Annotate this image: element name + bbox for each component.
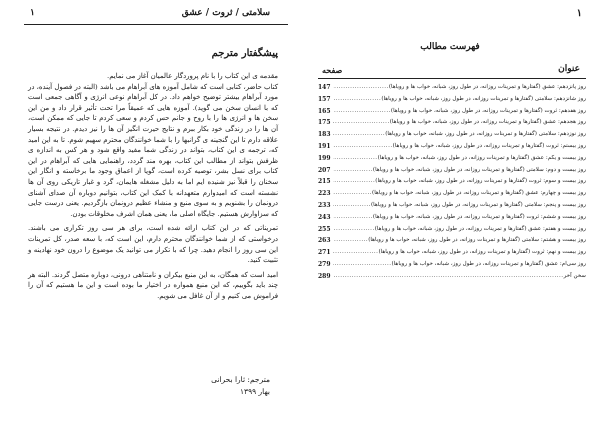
toc-entry[interactable]: [318, 271, 586, 283]
toc-entry[interactable]: [318, 247, 586, 259]
translation-date: بهار ۱۳۹۹: [240, 387, 270, 396]
toc-entry-title: روز پانزدهم: عشق (گفتارها و تمرینات روزانه، در طول روز، شبانه، خواب ها و رویاها): [388, 84, 586, 90]
toc-entry-page: 165: [318, 107, 331, 115]
toc-entry-page: 243: [318, 213, 331, 221]
toc-entry-title: روز بیست و دوم: سلامتی (گفتارها و تمرینات روزانه، در طول روز، شبانه، خواب ها و رویاها): [372, 166, 586, 173]
toc-entry[interactable]: [318, 94, 586, 106]
toc-dot-leader: [333, 153, 378, 165]
toc-entry-page: 233: [318, 201, 331, 209]
toc-entry-page: 207: [318, 166, 331, 174]
toc-dot-leader: [333, 271, 564, 283]
toc-dot-leader: [333, 235, 369, 247]
toc-column-title: عنوان: [558, 64, 580, 74]
toc-dot-leader: [333, 259, 392, 271]
toc-entry-title: روز بیست و نهم: ثروت (گفتارها و تمرینات روزانه، در طول روز، شبانه، خواب ها و رویاها): [378, 249, 586, 256]
toc-entry-page: 255: [318, 225, 331, 233]
toc-entry[interactable]: [318, 224, 586, 236]
toc-entry-page: 215: [318, 178, 331, 186]
toc-entry-title: روز هجدهم: عشق (گفتارها و تمرینات روزانه، در طول روز، شبانه، خواب ها و رویاها): [389, 119, 586, 126]
toc-dot-leader: [333, 117, 390, 129]
toc-entry-title: روز بیستم: ثروت (گفتارها و تمرینات روزانه، در طول روز، شبانه، خواب ها و رویاها): [392, 142, 586, 149]
running-header-title: سلامتی / ثروت / عشق: [181, 8, 270, 18]
toc-entry-title: روز هفدهم: ثروت (گفتارها و تمرینات روزانه، در طول روز، شبانه، خواب ها و رویاها): [390, 107, 586, 114]
toc-entry-page: 289: [318, 272, 331, 280]
toc-entry-title: روز بیست و چهارم: عشق (گفتارها و تمرینات روزانه، در طول روز، شبانه، خواب ها و رویاها): [372, 190, 586, 197]
toc-entry-title: روز بیست و پنجم: سلامتی (گفتارها و تمرینات روزانه، در طول روز، شبانه، خواب ها و رویاها): [370, 201, 586, 208]
toc-entry-page: 223: [318, 190, 331, 198]
toc-entry-page: 263: [318, 237, 331, 245]
toc-entry[interactable]: [318, 200, 586, 212]
toc-entry-title: روز نوزدهم: سلامتی (گفتارها و تمرینات روزانه، در طول روز، شبانه، خواب ها و رویاها): [385, 131, 586, 138]
toc-entry[interactable]: [318, 129, 586, 141]
toc-entry[interactable]: [318, 117, 586, 129]
toc-entry-title: روز بیست و سوم: ثروت (گفتارها و تمرینات روزانه، در طول روز، شبانه، خواب ها و رویاها): [375, 178, 586, 185]
toc-entry-page: 271: [318, 249, 331, 257]
toc-entry-page: 199: [318, 154, 331, 162]
toc-entry[interactable]: [318, 82, 586, 94]
toc-dot-leader: [333, 129, 386, 141]
toc-entry-title: روز شانزدهم: سلامتی (گفتارها و تمرینات روزانه، در طول روز، شبانه، خواب ها و رویاها): [381, 95, 586, 102]
toc-entry[interactable]: [318, 176, 586, 188]
toc-entry[interactable]: [318, 165, 586, 177]
toc-entry[interactable]: [318, 153, 586, 165]
toc-dot-leader: [333, 188, 372, 200]
toc-entry-title: روز بیست و هشتم: سلامتی (گفتارها و تمرینات روزانه، در طول روز، شبانه، خواب ها و رویاها): [368, 237, 586, 244]
preface-heading: پیشگفتار مترجم: [211, 48, 278, 59]
toc-entry[interactable]: [318, 259, 586, 271]
toc-page: [300, 0, 600, 444]
translator-signature: [211, 374, 270, 398]
toc-dot-leader: [333, 224, 375, 236]
toc-dot-leader: [333, 94, 382, 106]
preface-body: [28, 71, 278, 301]
toc-column-page: صفحه: [322, 65, 343, 75]
toc-entry-title: روز بیست و ششم: ثروت (گفتارها و تمرینات روزانه، در طول روز، شبانه، خواب ها و رویاها): [372, 213, 586, 220]
toc-entry-page: 279: [318, 260, 331, 268]
preface-paragraph: کتاب حاضر، کتابی است که شامل آموزه های آبراهام می باشد (البته در فصول آینده، در مورد آبراهام بیشتر توضیح خواهم داد. در کل آبراهام نوعی انرژی و آگاهی جمعی است که با انسان سخن می گوید). آموزه هایی که عمیقاً مرا تحت تأثیر قرار داد و من این سخن ها و انرژی ها را با روح و جانم حس کردم و سعی کردم تا جایی که ممکن است، آن ها را در زندگی خود بکار ببرم و نتایج حیرت انگیز آن ها را نیز دیدم. در نتیجه بسیار علاقه دارم تا این گنجینه ی گرانبها را با شما خوانندگان محترم سهیم شوم. تا به این امید که، ترجمه ی این کتاب، بتواند در زندگی شما مفید واقع شود و هر کس به اندازه ی ظرفش بتواند از مطالب این کتاب، بهره مند گردد، راهنمایی هایی که آبراهام در این کتاب برای نسل بشر، توصیه کرده است، گویا از اعماق وجود ما برخاسته و انگار این سخنان را قبلاً نیز شنیده ایم اما به دلیل مشغله هایمان، گرد و غبار تاریکی روی آن ها نشسته است که امیدوارم متعهدانه با کمک این کتاب، بتوانیم دوباره آن صدای آشنای درونمان را بشنویم و به سوی منبع و منشاء عظیم درونمان بازگردیم. یعنی درست جایی که سزاوارش هستیم. جایگاه اصلی ما، یعنی همان اشرف مخلوقات بودن.: [28, 82, 278, 218]
preface-paragraph: امید است که همگان، به این منبع بیکران و نامتناهی درونی، دوباره متصل گردند. البته هر چند باید بگوییم، که این منبع همواره در اختیار ما بوده است و این ما هستیم که آن را فراموش می کنیم و از آن غافل می شویم.: [28, 270, 278, 300]
page-number: ۱: [30, 8, 35, 18]
toc-entry[interactable]: [318, 235, 586, 247]
translator-name: مترجم: ثارا بحرانی: [211, 375, 270, 384]
toc-dot-leader: [333, 200, 371, 212]
toc-entry-title: روز سی‌ام: عشق (گفتارها و تمرینات روزانه، در طول روز، شبانه، خواب ها و رویاها): [391, 260, 586, 267]
toc-entry-page: 191: [318, 142, 331, 150]
toc-entry-title: روز بیست و یکم: عشق (گفتارها و تمرینات روزانه، در طول روز، شبانه، خواب ها و رویاها): [377, 154, 586, 161]
toc-dot-leader: [333, 141, 393, 153]
toc-entry[interactable]: [318, 106, 586, 118]
toc-title: فهرست مطالب: [420, 42, 480, 52]
toc-entry-page: 147: [318, 84, 331, 91]
preface-paragraph: مقدمه ی این کتاب را با نام پروردگار عالمیان آغاز می نمایم.: [107, 72, 278, 80]
toc-dot-leader: [333, 247, 379, 259]
toc-dot-leader: [333, 176, 376, 188]
toc-entry-title: روز بیست و هفتم: عشق (گفتارها و تمرینات روزانه، در طول روز، شبانه، خواب ها و رویاها): [374, 225, 586, 232]
toc-entry[interactable]: [318, 141, 586, 153]
toc-entry-page: 175: [318, 119, 331, 127]
toc-dot-leader: [333, 82, 389, 94]
toc-entry[interactable]: [318, 188, 586, 200]
toc-entry-title: سخن آخر: [563, 272, 586, 279]
toc-header: [318, 64, 586, 79]
running-header: [24, 2, 288, 25]
toc-dot-leader: [333, 106, 391, 118]
page-number: ۱: [576, 8, 582, 19]
preface-paragraph: تمریناتی که در این کتاب ارائه شده است، برای هر سی روز تکراری می باشند. درخواستی که از شما خوانندگان محترم دارم، این است که، با سعه صدر، کل تمرینات این سی روز را انجام دهید. چرا که با تکرار می توانید یک موضوع را درون خود نهادینه و تثبیت کنید.: [28, 224, 278, 265]
toc-list: [318, 82, 586, 283]
toc-entry-page: 157: [318, 95, 331, 103]
toc-dot-leader: [333, 165, 373, 177]
toc-dot-leader: [333, 212, 373, 224]
toc-entry[interactable]: [318, 212, 586, 224]
toc-entry-page: 183: [318, 131, 331, 139]
